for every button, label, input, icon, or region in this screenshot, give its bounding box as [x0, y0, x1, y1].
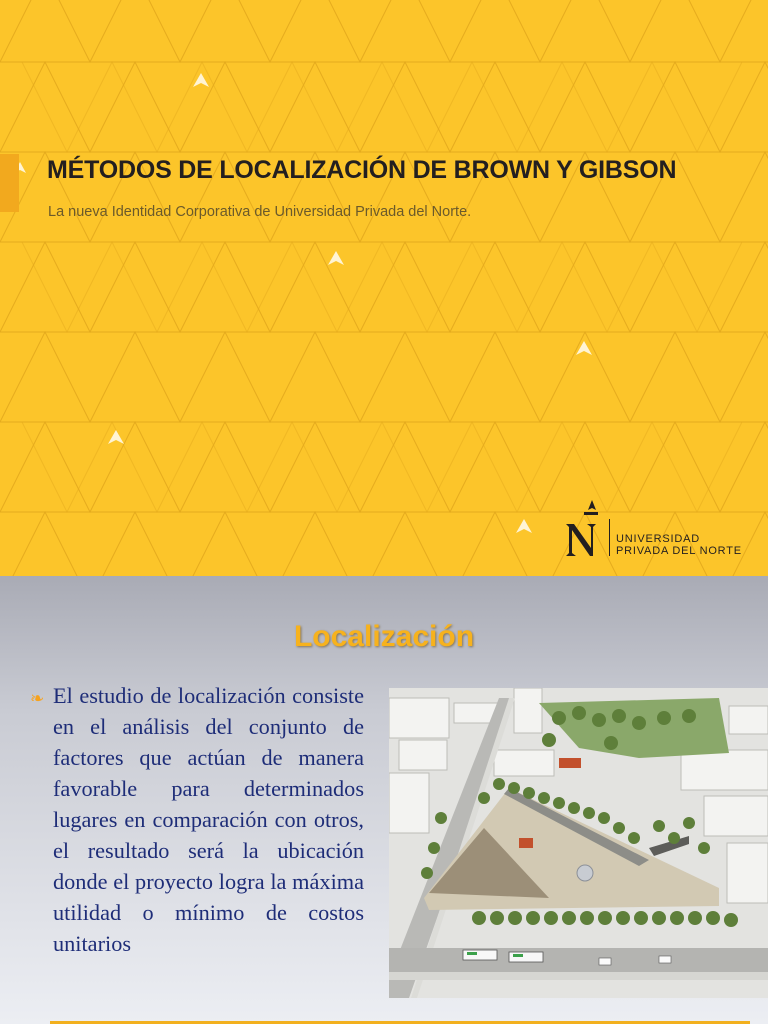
university-logo [562, 500, 762, 560]
content-slide [0, 576, 768, 1024]
logo-line-1: UNIVERSIDAD [616, 533, 700, 545]
slide-subtitle: La nueva Identidad Corporativa de Universidad Privada del Norte. [48, 204, 472, 220]
body-paragraph: El estudio de localización consiste en el análisis del conjunto de factores que actúan de manera favorable para determinados lugares en comparación con otros, el resultado será la ubicación donde el proyecto logra la máxima utilidad o mínimo de costos unitarios [53, 683, 364, 956]
section-heading: Localización [293, 620, 475, 653]
logo-line-2: PRIVADA DEL NORTE [616, 545, 742, 557]
logo-divider [609, 519, 610, 556]
n-logo-icon [562, 500, 604, 560]
urban-plaza-rendering-image [389, 688, 768, 998]
title-accent-bar [0, 154, 19, 212]
fleuron-bullet-icon: ❧ [30, 689, 45, 709]
slide-title: MÉTODOS DE LOCALIZACIÓN DE BROWN Y GIBSON [47, 156, 677, 184]
